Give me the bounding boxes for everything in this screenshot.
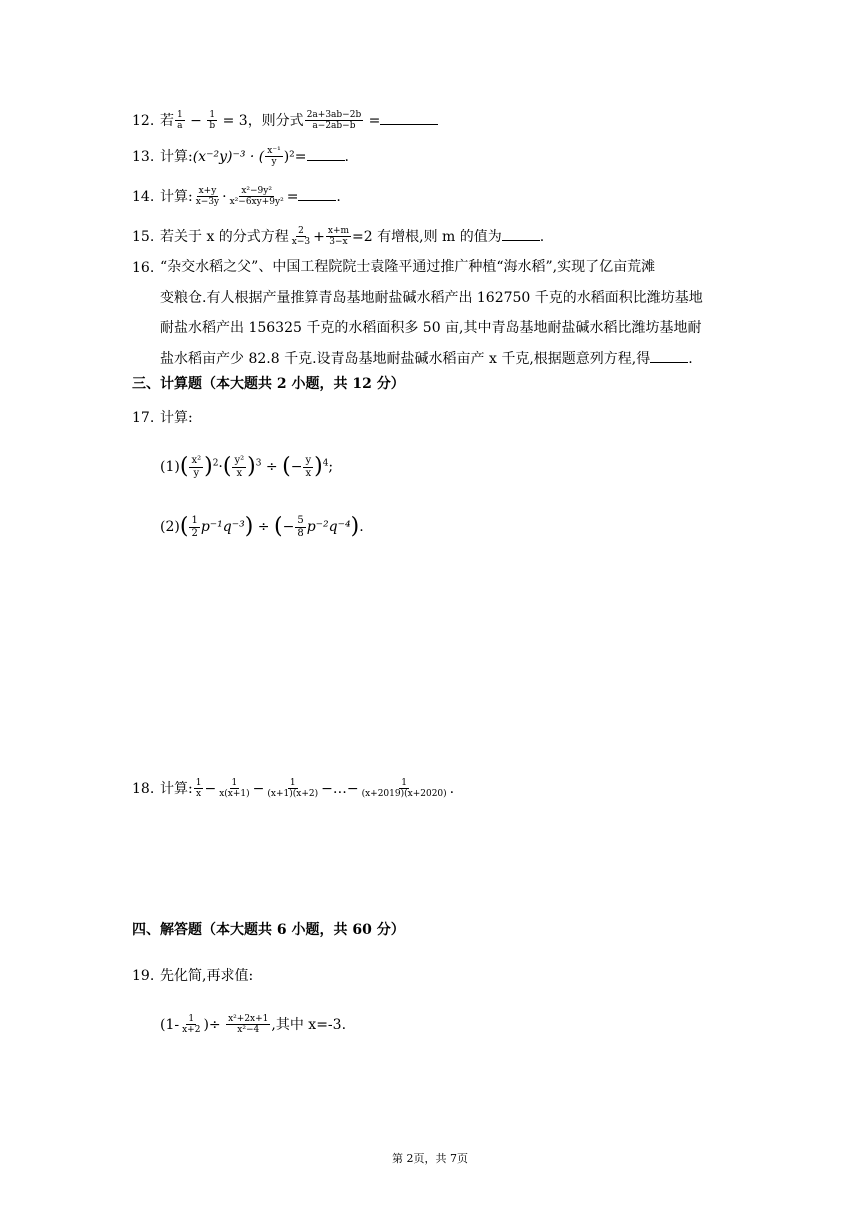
denominator: x — [305, 467, 312, 479]
question-number: 13. — [132, 148, 155, 165]
fraction — [265, 146, 282, 168]
denominator: a — [177, 121, 183, 132]
denominator: y — [193, 467, 200, 479]
fraction — [175, 110, 185, 132]
numerator: x+m — [327, 226, 350, 236]
part-label: (2) — [160, 519, 180, 536]
question-number: 14. — [132, 188, 155, 205]
math-expression: )÷ — [203, 1016, 221, 1033]
question-19-expression — [160, 1014, 346, 1036]
denominator: x(x+1) — [219, 789, 250, 800]
fraction — [326, 226, 351, 248]
text-line: “杂交水稻之父”、中国工程院院士袁隆平通过推广种植“海水稻”,实现了亿亩荒滩 — [160, 259, 656, 275]
numerator: 1 — [195, 778, 202, 788]
numerator: x⁻¹ — [267, 146, 281, 156]
question-text: 若 — [160, 112, 174, 129]
question-14: 14. 计算: $\frac{x+y}{x-3y}$ · $\frac{\text{x²−9y²}}{\text{x²−6xy+9y²}}$ = . — [132, 186, 341, 208]
question-text: =2 有增根,则 m 的值为 — [352, 228, 502, 245]
text-line: 盐水稻亩产少 82.8 千克.设青岛基地耐盐碱水稻亩产 x 千克,根据题意列方程,得 — [160, 350, 651, 367]
question-12: 12. 若 $\frac{1}{a}$ − $\frac{1}{b}$ = 3，则分式 $\frac{2a+3ab-2b}{a-2ab-b}$ = — [132, 110, 438, 132]
math-term: p⁻²q⁻⁴ — [306, 519, 351, 536]
denominator: x — [196, 789, 202, 800]
math-expression: (1- — [160, 1016, 180, 1033]
fraction — [217, 778, 251, 800]
denominator: x+2 — [182, 1025, 201, 1036]
question-19 — [132, 968, 253, 985]
question-number: 19. — [132, 968, 155, 984]
question-text: 若关于 x 的分式方程 — [160, 228, 289, 245]
period: . — [539, 228, 545, 245]
question-16-text — [160, 252, 734, 374]
denominator: y — [271, 157, 277, 168]
ellipsis: −…− — [321, 780, 359, 797]
equals: = — [368, 112, 381, 129]
question-text: ,其中 x=-3. — [271, 1016, 347, 1033]
period: . — [688, 350, 693, 367]
equals-three: = 3 — [222, 112, 248, 129]
denominator: x²−6xy+9y² — [229, 197, 284, 208]
numerator: 1 — [209, 110, 216, 120]
period: . — [344, 148, 349, 165]
fraction — [226, 1014, 270, 1036]
fraction — [305, 110, 364, 132]
denominator: 3−x — [329, 237, 348, 248]
numerator: y — [305, 455, 312, 467]
numerator: y² — [234, 455, 245, 467]
math-expression: (x⁻²y)⁻³ · ( — [192, 148, 265, 165]
question-text: ，则分式 — [247, 112, 304, 129]
fraction — [180, 1014, 202, 1036]
numerator: 1 — [191, 515, 198, 527]
numerator: x² — [191, 455, 202, 467]
fraction — [265, 778, 320, 800]
exponent: 3 — [255, 458, 262, 469]
answer-blank — [307, 159, 345, 161]
fraction — [290, 226, 312, 248]
numerator: 5 — [297, 515, 304, 527]
fraction — [360, 778, 449, 800]
denominator: x−3 — [291, 237, 311, 248]
minus-sign: − — [204, 780, 217, 797]
fraction — [207, 110, 217, 132]
denominator: (x+1)(x+2) — [267, 789, 319, 800]
page-footer: 第 2页，共 7页 — [392, 1152, 468, 1165]
fraction — [194, 186, 221, 208]
answer-blank — [298, 199, 336, 201]
minus-sign: − — [252, 780, 265, 797]
numerator: 1 — [401, 778, 407, 788]
denominator: a−2ab−b — [312, 121, 356, 132]
minus-sign: − — [290, 459, 303, 476]
question-17-part-2: (2)( $\frac{1}{2}$ p⁻¹q⁻³) ÷ (− $\frac{5}{8}$ p⁻²q⁻⁴). — [160, 514, 364, 539]
question-text: 计算: — [160, 410, 193, 426]
period: . — [449, 780, 455, 797]
numerator: 1 — [188, 1014, 195, 1024]
answer-blank — [650, 361, 688, 363]
text-line: 变粮仓.有人根据产量推算青岛基地耐盐碱水稻产出 162750 千克的水稻面积比潍坊基地 — [160, 289, 703, 306]
text-line: 耐盐水稻产出 156325 千克的水稻面积多 50 亩,其中青岛基地耐盐碱水稻比潍坊基地耐 — [160, 320, 702, 336]
question-number: 12. — [132, 112, 155, 129]
fraction — [303, 455, 313, 479]
part-label: (1) — [160, 459, 180, 476]
denominator: x²−4 — [237, 1025, 260, 1036]
minus-sign: − — [282, 519, 295, 536]
text-line-4 — [160, 344, 734, 375]
semicolon: ; — [328, 459, 334, 476]
numerator: 2a+3ab−2b — [306, 110, 362, 120]
fraction — [189, 515, 199, 539]
question-number: 16. — [132, 260, 155, 276]
numerator: x²−9y² — [241, 186, 272, 196]
question-number: 15. — [132, 228, 155, 245]
denominator: x — [236, 467, 243, 479]
exponent: 2 — [212, 458, 219, 469]
question-text: 计算: — [160, 780, 193, 797]
denominator: 2 — [191, 527, 198, 539]
fraction — [295, 515, 305, 539]
numerator: 1 — [177, 110, 183, 120]
divide-operator: ÷ — [265, 459, 278, 476]
fraction — [189, 455, 203, 479]
answer-blank — [380, 123, 438, 125]
denominator: (x+2019)(x+2020) — [361, 789, 447, 800]
question-13 — [132, 146, 349, 168]
numerator: 2 — [298, 226, 304, 236]
divide-operator: ÷ — [257, 519, 270, 536]
denominator: 8 — [297, 527, 304, 539]
math-expression: )²= — [283, 148, 307, 165]
fraction — [232, 455, 246, 479]
question-number: 17. — [132, 410, 155, 426]
fraction — [194, 778, 204, 800]
denominator: x−3y — [195, 197, 220, 208]
question-text: 计算: — [160, 148, 193, 165]
fraction — [228, 186, 286, 208]
question-text: 计算: — [160, 188, 193, 205]
exponent: 4 — [322, 458, 329, 469]
answer-blank — [502, 239, 540, 241]
section-title: 三、计算题（本大题共 2 小题，共 12 分） — [132, 376, 405, 392]
question-17-part-1: (1)( $\frac{\text{x²}}{y}$ )$^2$·( $\frac{\text{y²}}{x}$ )$^3$ ÷ (− $\frac{y}{x}$ )$^4$; — [160, 454, 334, 479]
math-term: p⁻¹q⁻³ — [200, 519, 245, 536]
period: . — [336, 188, 341, 205]
question-15 — [132, 226, 544, 248]
question-number: 18. — [132, 780, 155, 797]
question-17 — [132, 410, 193, 427]
numerator: x+y — [198, 186, 217, 196]
numerator: 1 — [231, 778, 238, 788]
dot-operator: · — [218, 459, 223, 476]
section-title: 四、解答题（本大题共 6 小题，共 60 分） — [132, 922, 405, 938]
question-18 — [132, 778, 454, 800]
equals: = — [286, 188, 299, 205]
question-16-number — [132, 260, 160, 277]
period: . — [359, 519, 364, 536]
numerator: 1 — [289, 778, 296, 788]
plus-sign: + — [313, 228, 325, 245]
numerator: x²+2x+1 — [228, 1014, 269, 1024]
question-text: 先化简,再求值: — [160, 968, 254, 984]
denominator: b — [209, 121, 216, 132]
